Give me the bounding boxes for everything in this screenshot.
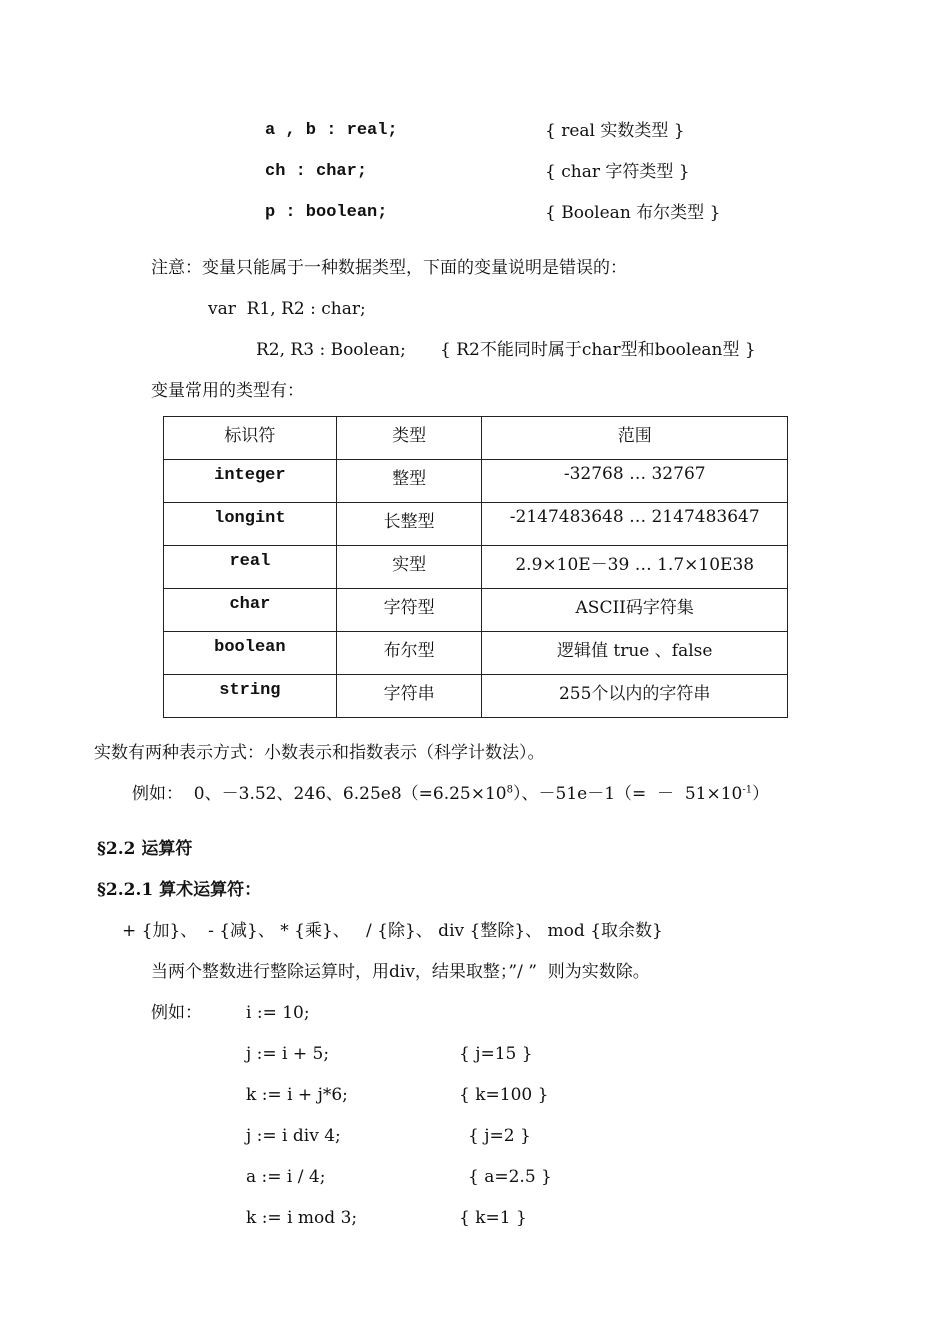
var-decl-comment-2: { char 字符类型 } xyxy=(545,162,690,182)
type-identifier: real xyxy=(229,552,271,571)
type-name: 字符型 xyxy=(336,589,482,632)
type-identifier: longint xyxy=(214,509,286,528)
table-row xyxy=(164,589,788,632)
type-range: ASCII码字符集 xyxy=(482,589,788,632)
var-decl-code-2: ch : char; xyxy=(265,162,368,181)
example-comment: { k=100 } xyxy=(459,1085,549,1105)
table-row xyxy=(164,675,788,718)
type-range: 2.9×10E－39 … 1.7×10E38 xyxy=(482,546,788,589)
example-code: j := i div 4; xyxy=(246,1126,341,1146)
table-row xyxy=(164,546,788,589)
table-row xyxy=(164,632,788,675)
div-note: 当两个整数进行整除运算时，用div，结果取整；”/ ” 则为实数除。 xyxy=(151,962,650,982)
table-header-cell: 类型 xyxy=(336,417,482,460)
table-header-row xyxy=(164,417,788,460)
example-code: i := 10; xyxy=(246,1003,310,1023)
var-decl-comment-3: { Boolean 布尔类型 } xyxy=(545,203,721,223)
table-header-cell: 标识符 xyxy=(164,417,337,460)
var-decl-comment-1: { real 实数类型 } xyxy=(545,121,685,141)
real-repr-text: 实数有两种表示方式：小数表示和指数表示（科学计数法）。 xyxy=(94,743,545,763)
example-comment: { j=2 } xyxy=(468,1126,531,1146)
type-name: 长整型 xyxy=(336,503,482,546)
example-code: k := i mod 3; xyxy=(246,1208,358,1228)
example-suffix: ） xyxy=(752,784,770,804)
type-range: -32768 … 32767 xyxy=(482,460,788,503)
table-header-cell: 范围 xyxy=(482,417,788,460)
example-code: j := i + 5; xyxy=(246,1044,330,1064)
example-mid: ）、－51e－1（= － 51×10 xyxy=(513,784,743,804)
section-heading-2-2: §2.2 运算符 xyxy=(97,839,193,859)
type-identifier: char xyxy=(229,595,271,614)
type-range: 逻辑值 true 、false xyxy=(482,632,788,675)
note-code-line-2-comment: { R2不能同时属于char型和boolean型 } xyxy=(440,340,756,360)
types-intro: 变量常用的类型有： xyxy=(151,381,304,401)
note-code-line-2: R2, R3 : Boolean; xyxy=(256,340,406,360)
example-comment: { k=1 } xyxy=(459,1208,527,1228)
example-label: 例如： xyxy=(151,1003,202,1023)
example-prefix: 例如： 0、－3.52、246、6.25e8（=6.25×10 xyxy=(132,784,507,804)
note-code-line-1: var R1, R2 : char; xyxy=(208,299,366,319)
example-code: k := i + j*6; xyxy=(246,1085,348,1105)
type-name: 布尔型 xyxy=(336,632,482,675)
section-heading-2-2-1: §2.2.1 算术运算符： xyxy=(97,880,262,900)
exponent-1: 8 xyxy=(506,784,513,796)
type-range: 255个以内的字符串 xyxy=(482,675,788,718)
real-repr-example xyxy=(132,783,769,805)
example-code: a := i / 4; xyxy=(246,1167,326,1187)
type-name: 整型 xyxy=(336,460,482,503)
type-range: -2147483648 … 2147483647 xyxy=(482,503,788,546)
type-name: 实型 xyxy=(336,546,482,589)
example-comment: { a=2.5 } xyxy=(468,1167,552,1187)
type-identifier: integer xyxy=(214,466,286,485)
var-decl-code-1: a , b : real; xyxy=(265,121,398,140)
type-identifier: string xyxy=(219,681,281,700)
exponent-2: -1 xyxy=(742,784,753,796)
table-row xyxy=(164,503,788,546)
example-comment: { j=15 } xyxy=(459,1044,533,1064)
operators-line: + {加}、 - {减}、 * {乘}、 / {除}、 div {整除}、 mod {取余数} xyxy=(122,921,663,941)
note-text: 注意：变量只能属于一种数据类型，下面的变量说明是错误的： xyxy=(151,258,627,278)
table-row xyxy=(164,460,788,503)
var-decl-code-3: p : boolean; xyxy=(265,203,388,222)
type-name: 字符串 xyxy=(336,675,482,718)
type-identifier: boolean xyxy=(214,638,286,657)
types-table xyxy=(163,416,788,718)
